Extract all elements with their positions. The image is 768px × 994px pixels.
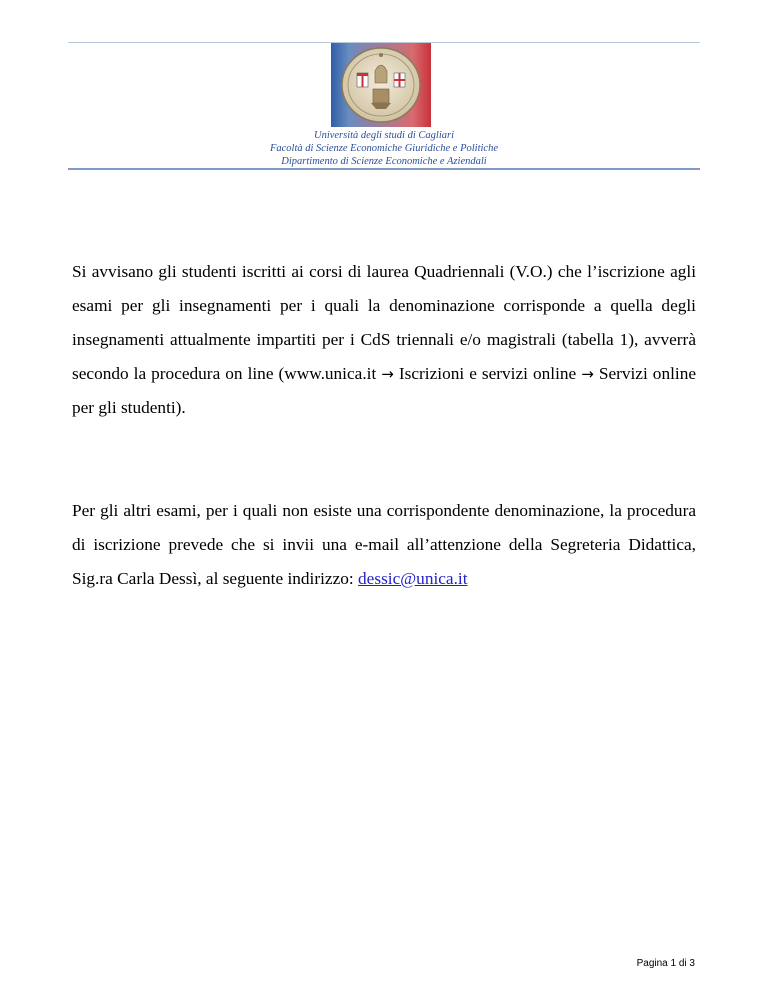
university-seal-logo [331, 43, 431, 127]
notice-paragraph-2-text: Per gli altri esami, per i quali non esiste una corrispondente denominazione, la procedura di iscrizione prevede che si invii una e-mail all’attenzione della Segreteria Didattica, Sig.ra Carla Dessì, al seguente indirizzo: [72, 501, 696, 588]
notice-paragraph-1 [72, 255, 696, 425]
page-number: Pagina 1 di 3 [636, 958, 695, 969]
email-link[interactable]: dessic@unica.it [358, 569, 468, 588]
department-name: Dipartimento di Scienze Economiche e Aziendali [281, 156, 487, 167]
university-name: Università degli studi di Cagliari [313, 130, 454, 141]
notice-step-2: Servizi online per gli studenti). [72, 364, 696, 417]
notice-paragraph-1-text: Si avvisano gli studenti iscritti ai corsi di laurea Quadriennali (V.O.) che l’iscrizione agli esami per gli insegnamenti per i quali la denominazione corrisponde a quella degli insegnamenti attualmente impartiti per i CdS triennali e/o magistrali (tabella 1), avverrà secondo la procedura on line (www.unica.it [72, 262, 696, 383]
notice-paragraph-2 [72, 494, 696, 596]
right-arrow-icon: → [381, 365, 394, 383]
notice-step-1: Iscrizioni e servizi online [398, 364, 577, 383]
right-arrow-icon: → [581, 365, 594, 383]
faculty-name: Facoltà di Scienze Economiche Giuridiche e Politiche [269, 143, 498, 154]
letterhead-text [68, 129, 700, 168]
